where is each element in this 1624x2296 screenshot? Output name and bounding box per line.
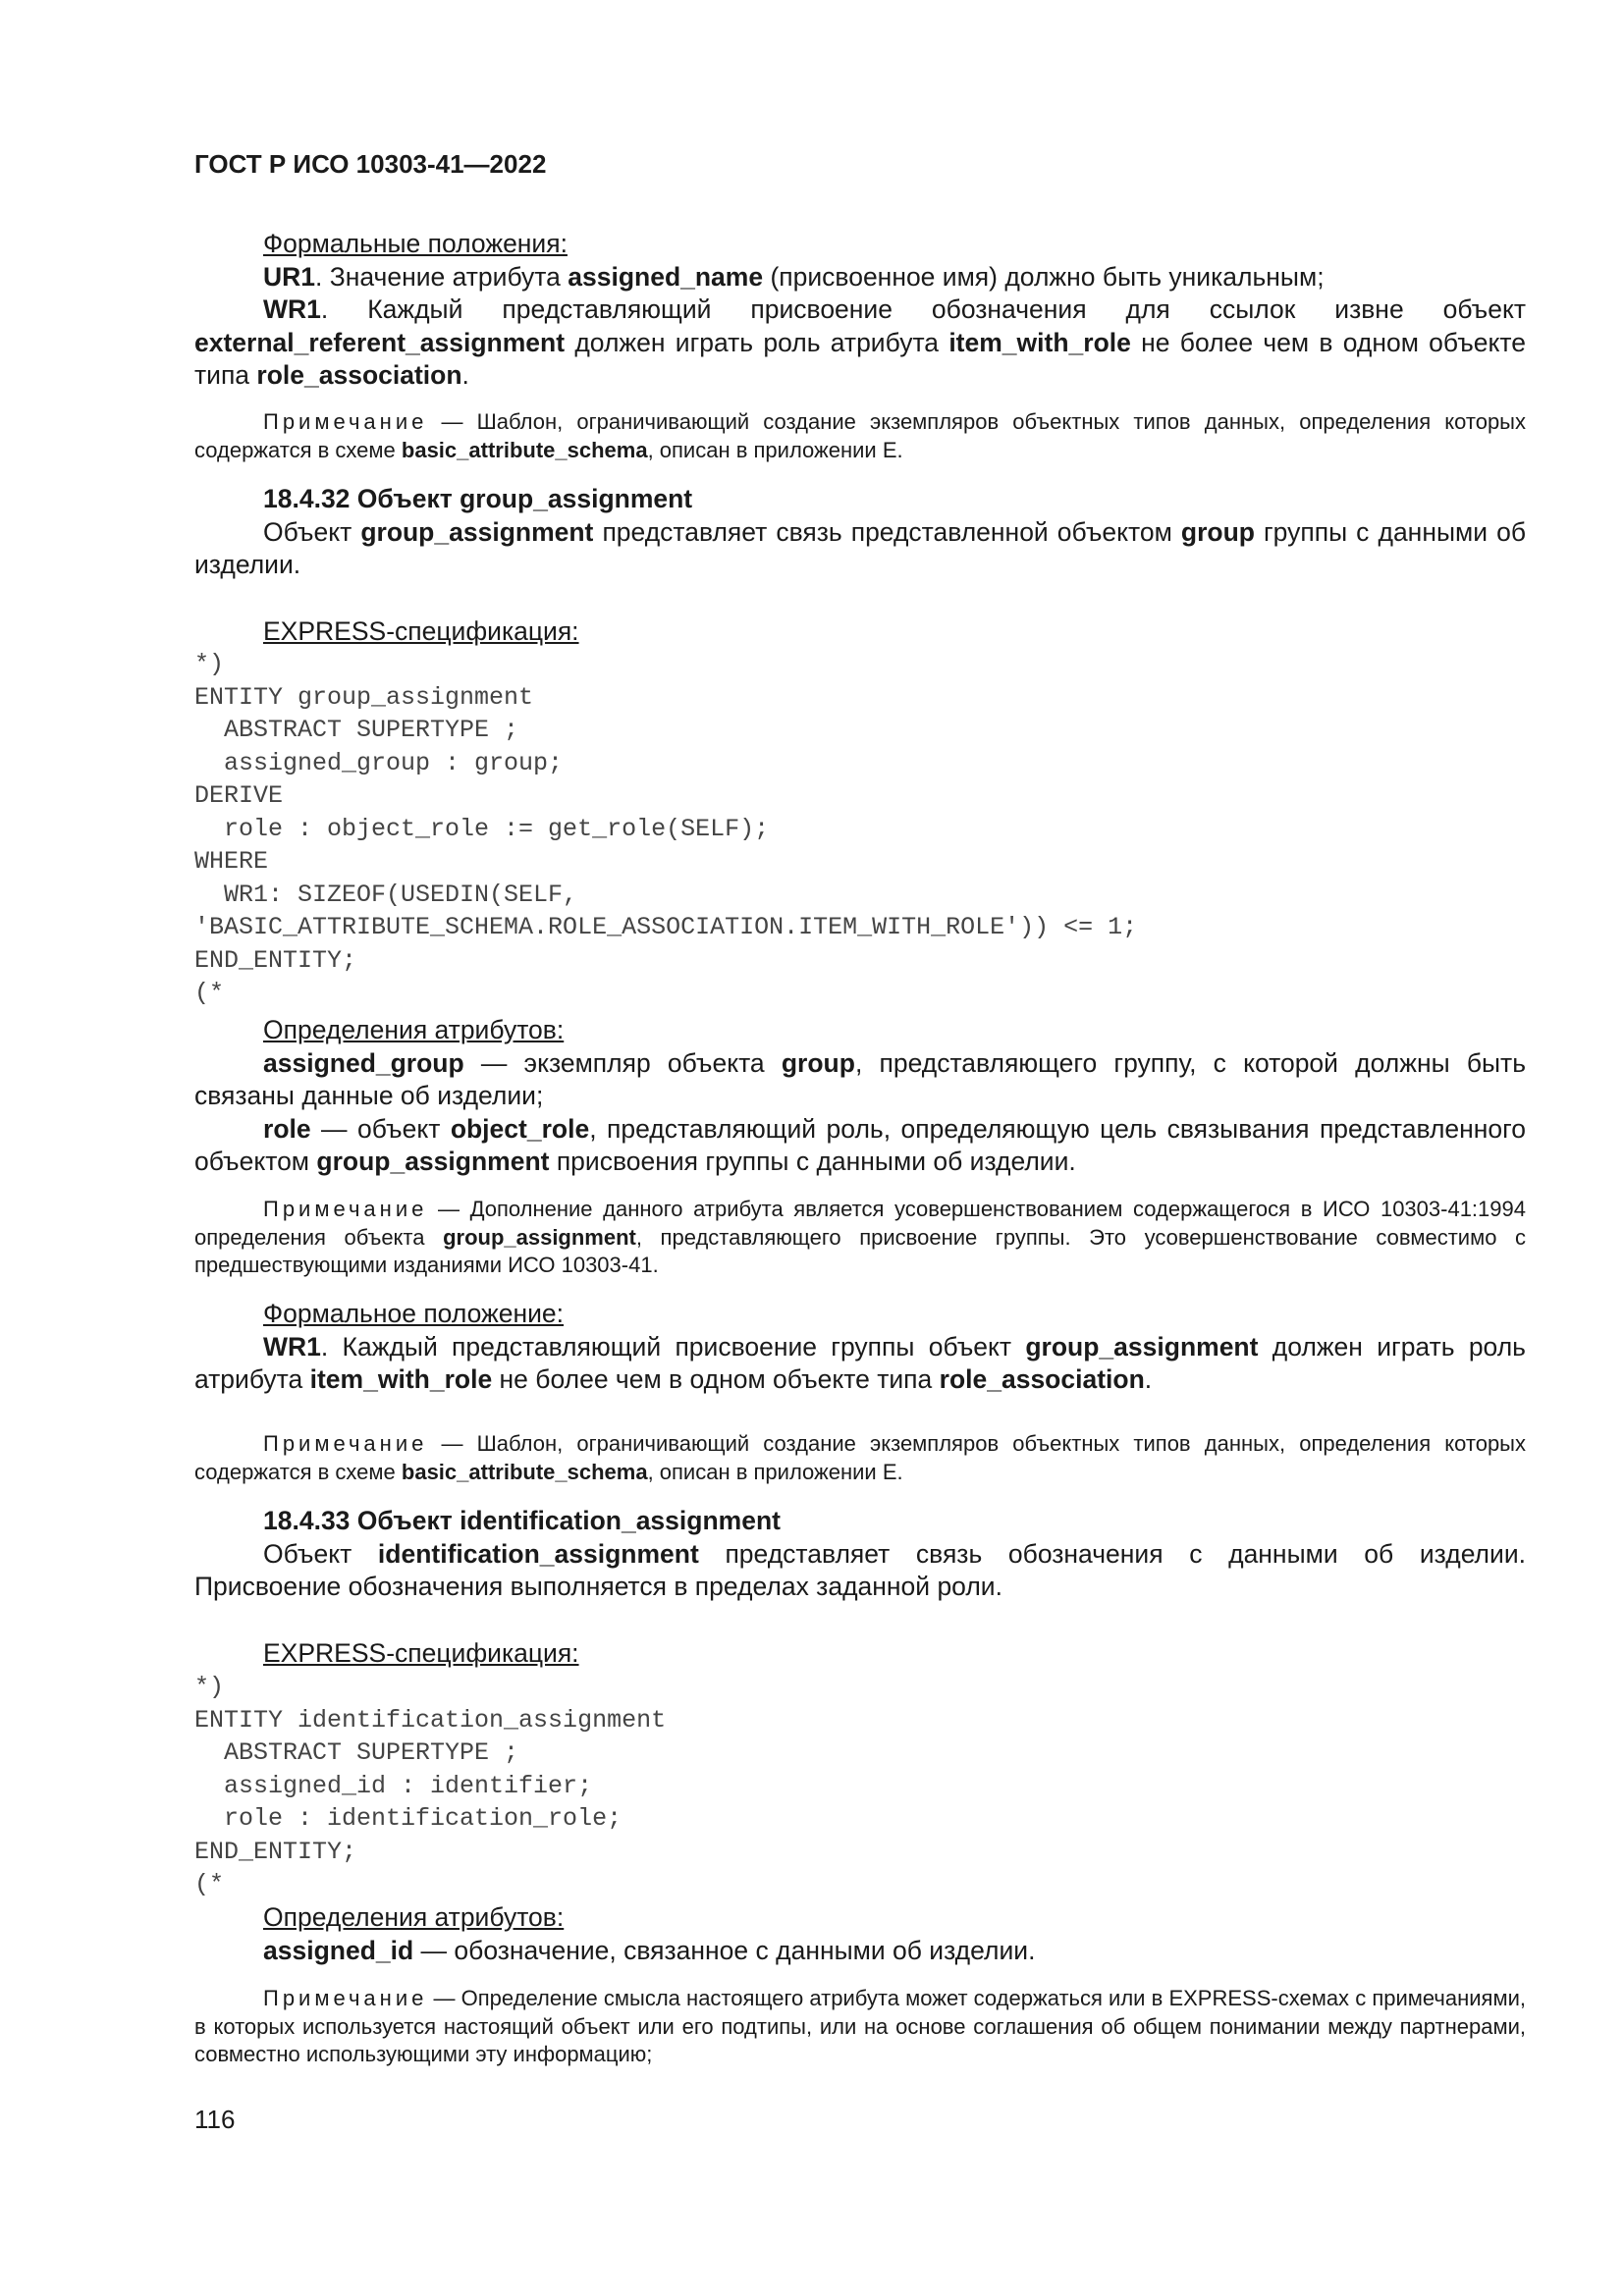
attribute-definitions	[194, 1901, 1526, 1967]
section-intro: Объект identification_assignment представляет связь обозначения с данными об изделии. Присвоение обозначения выполняется в пределах заданной роли.	[194, 1538, 1526, 1601]
attr-definitions-heading: Определения атрибутов:	[263, 1902, 565, 1932]
formal-provisions-heading: Формальные положения:	[263, 229, 568, 258]
express-heading: EXPRESS-спецификация:	[263, 1638, 579, 1668]
formal-provision-heading: Формальное положение:	[263, 1299, 565, 1328]
attr-assigned-id: assigned_id — обозначение, связанное с данными об изделии.	[263, 1935, 1036, 1965]
wr1-rule: WR1. Каждый представляющий присвоение обозначения для ссылок извне объект external_referent_assignment должен играть роль атрибута item_with_role не более чем в одном объекте типа role_association.	[194, 294, 1526, 390]
express-code-block: *) ENTITY identification_assignment ABSTRACT SUPERTYPE ; assigned_id : identifier; role : identification_role; END_ENTITY; (*	[194, 1673, 667, 1898]
note-3: Примечание — Шаблон, ограничивающий создание экземпляров объектных типов данных, определения которых содержатся в схеме basic_attribute_schema, описан в приложении E.	[194, 1431, 1526, 1484]
attribute-definitions	[194, 1014, 1526, 1179]
section-title: 18.4.32 Объект group_assignment	[263, 484, 693, 513]
section-18-4-32	[194, 483, 1526, 582]
express-heading: EXPRESS-спецификация:	[263, 616, 579, 646]
attr-assigned-group: assigned_group — экземпляр объекта group, представляющего группу, с которой должны быть связаны данные об изделии;	[194, 1047, 1526, 1110]
note-1: Примечание — Шаблон, ограничивающий создание экземпляров объектных типов данных, определения которых содержатся в схеме basic_attribute_schema, описан в приложении E.	[194, 409, 1526, 462]
attr-role: role — объект object_role, представляющий роль, определяющую цель связывания представленного объектом group_assignment присвоения группы с данными об изделии.	[194, 1113, 1526, 1176]
wr1-rule-group: WR1. Каждый представляющий присвоение группы объект group_assignment должен играть роль атрибута item_with_role не более чем в одном объекте типа role_association.	[194, 1331, 1526, 1394]
note-4: Примечание — Определение смысла настоящего атрибута может содержаться или в EXPRESS-схемах с примечаниями, в которых используется настоящий объект или его подтипы, или на основе соглашения об общем понимании между партнерами, совместно использующими эту информацию;	[194, 1986, 1526, 2066]
attr-definitions-heading: Определения атрибутов:	[263, 1015, 565, 1044]
section-intro: Объект group_assignment представляет связь представленной объектом group группы с данными об изделии.	[194, 516, 1526, 579]
express-code-block: *) ENTITY group_assignment ABSTRACT SUPERTYPE ; assigned_group : group; DERIVE role : object_role := get_role(SELF); WHERE WR1: SIZEOF(USEDIN(SELF, 'BASIC_ATTRIBUTE_SCHEMA.ROLE_ASSOCIATION.ITEM_WITH_ROLE')) <= 1; END_ENTITY; (*	[194, 650, 1138, 1007]
section-title: 18.4.33 Объект identification_assignment	[263, 1506, 781, 1535]
ur1-rule: UR1. Значение атрибута assigned_name (присвоенное имя) должно быть уникальным;	[263, 261, 1325, 292]
formal-provision-block	[194, 1298, 1526, 1397]
section-18-4-33	[194, 1505, 1526, 1604]
formal-provisions-block	[194, 228, 1526, 393]
page-number: 116	[194, 2105, 236, 2134]
document-header: ГОСТ Р ИСО 10303-41—2022	[194, 149, 547, 179]
note-2: Примечание — Дополнение данного атрибута является усовершенствованием содержащегося в ИСО 10303-41:1994 определения объекта group_assignment, представляющего присвоение группы. Это усовершенствование совместимо с предшествующими изданиями ИСО 10303-41.	[194, 1197, 1526, 1277]
